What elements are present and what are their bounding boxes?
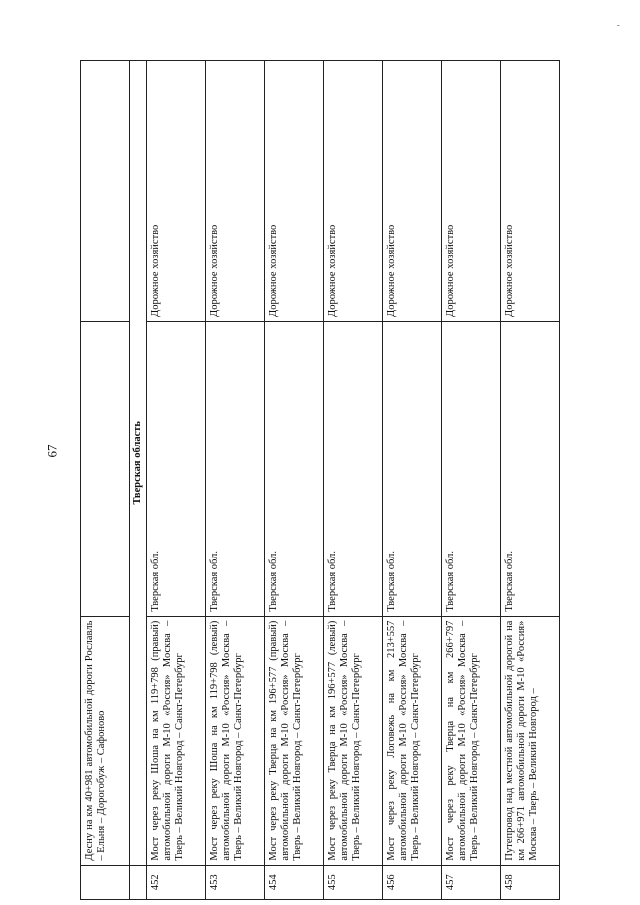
document-sheet [80,60,640,900]
cell-region [81,321,130,616]
cell-num: 457 [442,865,501,899]
cell-region: Тверская обл. [206,321,265,616]
cell-object: Путепровод над местной автомобильной дорогой на км 266+971 автомобильной дороги М-10 «Россия» Москва – Тверь – Великий Новгород – [501,616,560,865]
rotated-table-container [80,60,600,900]
cell-num: 455 [324,865,383,899]
cell-num: 453 [206,865,265,899]
cell-object: Мост через реку Шоша на км 119+798 (левый) автомобильной дороги М-10 «Россия» Москва – Тверь – Великий Новгород – Санкт-Петербург [206,616,265,865]
cell-num: 452 [147,865,206,899]
cell-object: Мост через реку Шоша на км 119+798 (правый) автомобильной дороги М-10 «Россия» Москва – Тверь – Великий Новгород – Санкт-Петербург [147,616,206,865]
cell-region: Тверская обл. [501,321,560,616]
cell-owner: Дорожное хозяйство [383,61,442,322]
cell-object: Мост через реку Тверца на км 196+577 (левый) автомобильной дороги М-10 «Россия» Москва – Тверь – Великий Новгород – Санкт-Петербург [324,616,383,865]
corner-mark: - [616,20,620,31]
region-header-row [130,61,147,900]
cell-owner: Дорожное хозяйство [206,61,265,322]
objects-table [80,60,560,900]
cell-region: Тверская обл. [442,321,501,616]
table-row [147,61,206,900]
cell-num [81,865,130,899]
cell-region: Тверская обл. [324,321,383,616]
table-row [265,61,324,900]
table-row [501,61,560,900]
cell-num: 456 [383,865,442,899]
region-header-spacer [130,865,147,899]
cell-owner: Дорожное хозяйство [147,61,206,322]
cell-object: Мост через реку Тверца на км 266+797 автомобильной дороги М-10 «Россия» Москва – Тверь – Великий Новгород – Санкт-Петербург [442,616,501,865]
cell-region: Тверская обл. [147,321,206,616]
table-row-continuation [81,61,130,900]
cell-owner: Дорожное хозяйство [324,61,383,322]
cell-region: Тверская обл. [383,321,442,616]
cell-num: 458 [501,865,560,899]
cell-owner: Дорожное хозяйство [265,61,324,322]
table-row [324,61,383,900]
cell-owner [81,61,130,322]
page-number: 67 [44,444,60,458]
table-row [383,61,442,900]
cell-owner: Дорожное хозяйство [501,61,560,322]
cell-num: 454 [265,865,324,899]
table-row [206,61,265,900]
cell-object: Мост через реку Логовежь на км 213+557 автомобильной дороги М-10 «Россия» Москва – Тверь – Великий Новгород – Санкт-Петербург [383,616,442,865]
table-row [442,61,501,900]
cell-region: Тверская обл. [265,321,324,616]
region-header: Тверская область [130,61,147,866]
cell-object: Десну на км 40+981 автомобильной дороги Рославль – Ельня – Дорогобуж – Сафоново [81,616,130,865]
cell-object: Мост через реку Тверца на км 196+577 (правый) автомобильной дороги М-10 «Россия» Москва – Тверь – Великий Новгород – Санкт-Петербург [265,616,324,865]
cell-owner: Дорожное хозяйство [442,61,501,322]
